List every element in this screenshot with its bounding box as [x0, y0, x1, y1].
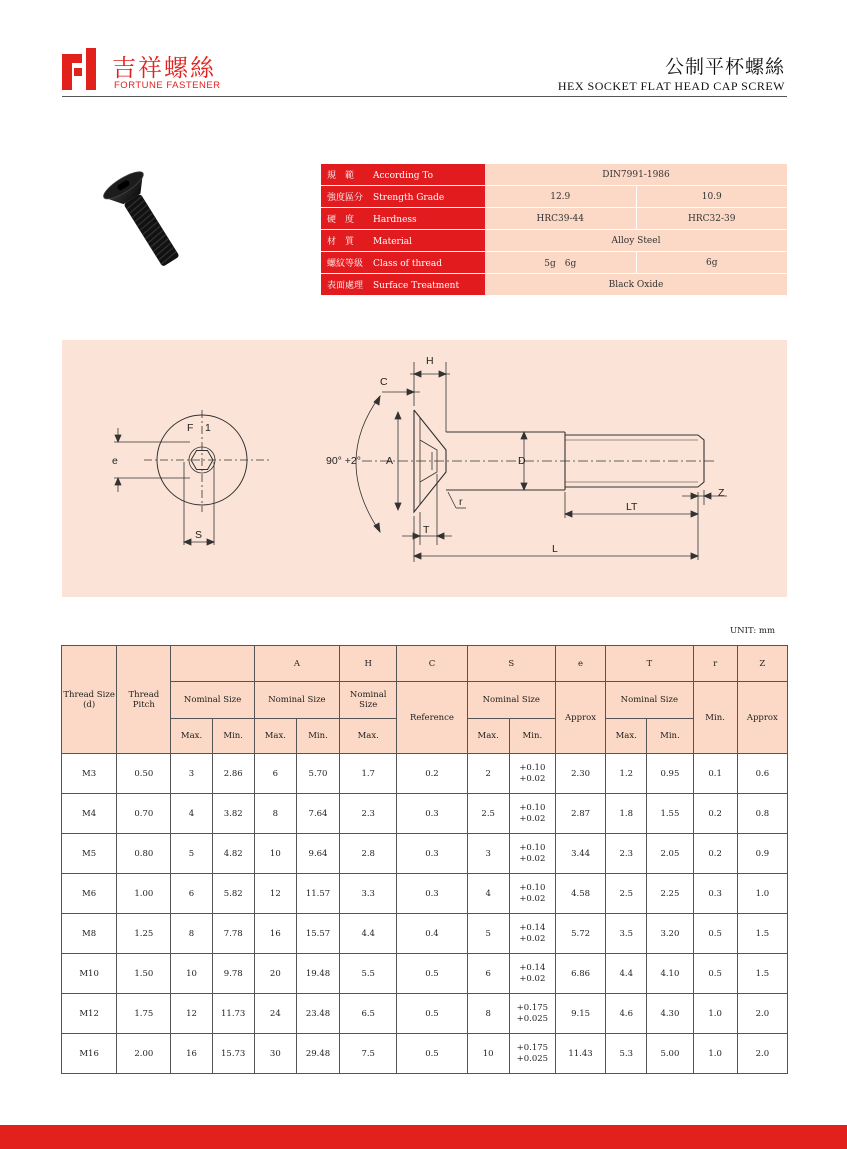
cell-c-ref: 0.3 [397, 794, 467, 834]
header-max: Max. [340, 719, 397, 754]
cell-nom-min: 9.78 [212, 954, 254, 994]
spec-value: 10.9 [636, 186, 787, 208]
tolerance-upper: +0.10 [519, 802, 546, 813]
cell-s-nom: 3 [467, 834, 509, 874]
cell-a-min: 29.48 [296, 1034, 339, 1074]
header-nominal: Nominal Size [467, 682, 555, 719]
spec-row-standard [321, 164, 787, 186]
cell-s-tolerance [509, 1034, 555, 1074]
spec-label-en: According To [373, 171, 434, 181]
cell-size: M10 [62, 954, 117, 994]
cell-t-min: 4.30 [647, 994, 693, 1034]
cell-r-min: 0.2 [693, 834, 737, 874]
tolerance-lower: +0.02 [519, 773, 546, 784]
cell-h-max: 7.5 [340, 1034, 397, 1074]
tolerance-lower: +0.02 [519, 813, 546, 824]
table-row [62, 1034, 788, 1074]
technical-drawing [62, 340, 787, 597]
footer-bar [0, 1125, 847, 1149]
drawing-canvas [62, 340, 787, 597]
spec-table [321, 164, 787, 296]
cell-r-min: 1.0 [693, 1034, 737, 1074]
spec-label-cn: 硬 度 [327, 215, 355, 225]
cell-nom-max: 8 [171, 914, 212, 954]
cell-h-max: 5.5 [340, 954, 397, 994]
tolerance-upper: +0.10 [519, 882, 546, 893]
cell-c-ref: 0.3 [397, 834, 467, 874]
tolerance-upper: +0.175 [516, 1042, 549, 1053]
cell-e: 11.43 [555, 1034, 605, 1074]
spec-value: 12.9 [485, 186, 636, 208]
header-min: Min. [296, 719, 339, 754]
label-L: L [552, 543, 558, 555]
cell-nom-max: 5 [171, 834, 212, 874]
cell-t-min: 5.00 [647, 1034, 693, 1074]
label-H: H [426, 355, 434, 367]
cell-r-min: 1.0 [693, 994, 737, 1034]
label-C: C [380, 376, 388, 388]
cell-a-max: 16 [254, 914, 296, 954]
cell-t-max: 4.6 [606, 994, 647, 1034]
header-divider [62, 96, 787, 97]
cell-t-max: 3.5 [606, 914, 647, 954]
label-F: F [187, 422, 194, 434]
label-LT: LT [626, 501, 638, 513]
spec-row-strength [321, 186, 787, 208]
cell-c-ref: 0.3 [397, 874, 467, 914]
cell-s-nom: 6 [467, 954, 509, 994]
header-min: Min. [509, 719, 555, 754]
cell-s-nom: 10 [467, 1034, 509, 1074]
label-angle: 90° +2° [326, 455, 361, 467]
cell-nom-min: 4.82 [212, 834, 254, 874]
cell-a-min: 7.64 [296, 794, 339, 834]
cell-h-max: 6.5 [340, 994, 397, 1034]
cell-a-max: 10 [254, 834, 296, 874]
cell-pitch: 0.50 [117, 754, 171, 794]
cell-s-tolerance [509, 874, 555, 914]
cell-r-min: 0.3 [693, 874, 737, 914]
cell-t-min: 2.05 [647, 834, 693, 874]
spec-label-cn: 表面處理 [327, 281, 364, 291]
header-T: T [606, 646, 693, 682]
tolerance-upper: +0.175 [516, 1002, 549, 1013]
cell-z: 2.0 [737, 1034, 787, 1074]
header-nominal: Nominal Size [340, 682, 397, 719]
cell-a-min: 15.57 [296, 914, 339, 954]
cell-nom-max: 10 [171, 954, 212, 994]
spec-value: Alloy Steel [485, 230, 787, 252]
cell-pitch: 1.50 [117, 954, 171, 994]
cell-e: 6.86 [555, 954, 605, 994]
cell-c-ref: 0.2 [397, 754, 467, 794]
cell-s-nom: 2 [467, 754, 509, 794]
cell-size: M6 [62, 874, 117, 914]
label-one: 1 [205, 422, 211, 434]
dimension-table [61, 645, 788, 1074]
spec-value: HRC39-44 [485, 208, 636, 230]
tolerance-upper: +0.14 [519, 922, 546, 933]
header-e: e [555, 646, 605, 682]
cell-size: M16 [62, 1034, 117, 1074]
header-max: Max. [171, 719, 212, 754]
cell-t-max: 1.8 [606, 794, 647, 834]
cell-z: 1.5 [737, 954, 787, 994]
table-row [62, 754, 788, 794]
cell-c-ref: 0.5 [397, 954, 467, 994]
label-e: e [112, 455, 118, 467]
header-thread-pitch: Thread Pitch [117, 646, 171, 754]
brand-name-english: FORTUNE FASTENER [114, 80, 221, 91]
label-A: A [386, 455, 394, 467]
cell-nom-max: 3 [171, 754, 212, 794]
spec-label-en: Material [373, 237, 412, 247]
cell-s-nom: 8 [467, 994, 509, 1034]
cell-a-max: 12 [254, 874, 296, 914]
spec-row-surface [321, 274, 787, 296]
tolerance-lower: +0.02 [519, 853, 546, 864]
table-row [62, 874, 788, 914]
cell-a-max: 30 [254, 1034, 296, 1074]
cell-h-max: 2.3 [340, 794, 397, 834]
header-S: S [467, 646, 555, 682]
cell-a-min: 5.70 [296, 754, 339, 794]
cell-pitch: 2.00 [117, 1034, 171, 1074]
cell-a-min: 19.48 [296, 954, 339, 994]
header-C: C [397, 646, 467, 682]
cell-nom-max: 6 [171, 874, 212, 914]
cell-a-min: 11.57 [296, 874, 339, 914]
spec-label-cn: 強度區分 [327, 193, 364, 203]
dimension-table-body [62, 754, 788, 1074]
tolerance-lower: +0.025 [516, 1013, 549, 1024]
header-approx: Approx [555, 682, 605, 754]
cell-h-max: 3.3 [340, 874, 397, 914]
cell-size: M12 [62, 994, 117, 1034]
tolerance-lower: +0.02 [519, 893, 546, 904]
header-r: r [693, 646, 737, 682]
tolerance-lower: +0.025 [516, 1053, 549, 1064]
cell-pitch: 1.75 [117, 994, 171, 1034]
cell-s-tolerance [509, 994, 555, 1034]
cell-size: M3 [62, 754, 117, 794]
header-nominal: Nominal Size [171, 682, 254, 719]
spec-row-hardness [321, 208, 787, 230]
table-row [62, 834, 788, 874]
cell-a-max: 24 [254, 994, 296, 1034]
header-Z: Z [737, 646, 787, 682]
cell-r-min: 0.1 [693, 754, 737, 794]
cell-t-max: 2.3 [606, 834, 647, 874]
table-row [62, 914, 788, 954]
header-blank [171, 646, 254, 682]
tolerance-upper: +0.10 [519, 762, 546, 773]
cell-nom-min: 3.82 [212, 794, 254, 834]
product-title-english: HEX SOCKET FLAT HEAD CAP SCREW [557, 79, 785, 93]
cell-r-min: 0.5 [693, 914, 737, 954]
cell-r-min: 0.2 [693, 794, 737, 834]
header-nominal: Nominal Size [254, 682, 339, 719]
brand-name-chinese: 吉祥螺絲 [112, 54, 216, 82]
header-approx: Approx [737, 682, 787, 754]
header-H: H [340, 646, 397, 682]
cell-e: 2.30 [555, 754, 605, 794]
cell-t-min: 4.10 [647, 954, 693, 994]
table-row [62, 794, 788, 834]
spec-value: DIN7991-1986 [485, 164, 787, 186]
cell-s-tolerance [509, 834, 555, 874]
label-Z: Z [718, 487, 725, 499]
spec-value: 5g 6g [485, 252, 636, 274]
cell-t-min: 2.25 [647, 874, 693, 914]
spec-row-thread-class [321, 252, 787, 274]
tolerance-lower: +0.02 [519, 933, 546, 944]
cell-s-nom: 4 [467, 874, 509, 914]
label-r: r [459, 496, 463, 508]
header-max: Max. [254, 719, 296, 754]
cell-s-nom: 5 [467, 914, 509, 954]
header-row-2 [62, 682, 788, 719]
cell-s-tolerance [509, 754, 555, 794]
cell-t-max: 2.5 [606, 874, 647, 914]
header-reference: Reference [397, 682, 467, 754]
header-thread-size: Thread Size (d) [62, 646, 117, 754]
spec-label-en: Hardness [373, 215, 417, 225]
tolerance-upper: +0.10 [519, 842, 546, 853]
cell-z: 1.5 [737, 914, 787, 954]
unit-label: UNIT: mm [730, 626, 776, 636]
label-S: S [195, 529, 203, 541]
cell-z: 0.6 [737, 754, 787, 794]
table-row [62, 954, 788, 994]
cell-r-min: 0.5 [693, 954, 737, 994]
cell-t-min: 1.55 [647, 794, 693, 834]
spec-row-material [321, 230, 787, 252]
cell-nom-max: 4 [171, 794, 212, 834]
cell-z: 1.0 [737, 874, 787, 914]
table-row [62, 994, 788, 1034]
cell-z: 0.8 [737, 794, 787, 834]
tolerance-upper: +0.14 [519, 962, 546, 973]
spec-value: HRC32-39 [636, 208, 787, 230]
cell-a-min: 23.48 [296, 994, 339, 1034]
spec-label-cn: 規 範 [327, 171, 355, 181]
cell-nom-min: 5.82 [212, 874, 254, 914]
cell-c-ref: 0.5 [397, 1034, 467, 1074]
header-min: Min. [693, 682, 737, 754]
header-max: Max. [467, 719, 509, 754]
cell-size: M4 [62, 794, 117, 834]
cell-a-min: 9.64 [296, 834, 339, 874]
cell-nom-min: 2.86 [212, 754, 254, 794]
spec-label-en: Class of thread [373, 259, 443, 269]
cell-e: 4.58 [555, 874, 605, 914]
screw-photo [72, 150, 212, 280]
cell-t-min: 3.20 [647, 914, 693, 954]
cell-nom-min: 15.73 [212, 1034, 254, 1074]
cell-h-max: 1.7 [340, 754, 397, 794]
cell-h-max: 2.8 [340, 834, 397, 874]
spec-value: Black Oxide [485, 274, 787, 296]
header-min: Min. [212, 719, 254, 754]
cell-a-max: 6 [254, 754, 296, 794]
cell-t-max: 4.4 [606, 954, 647, 994]
cell-nom-min: 7.78 [212, 914, 254, 954]
cell-c-ref: 0.5 [397, 994, 467, 1034]
cell-a-max: 20 [254, 954, 296, 994]
product-title-chinese: 公制平杯螺絲 [664, 56, 785, 78]
cell-a-max: 8 [254, 794, 296, 834]
cell-nom-max: 12 [171, 994, 212, 1034]
cell-z: 2.0 [737, 994, 787, 1034]
cell-pitch: 1.25 [117, 914, 171, 954]
cell-e: 2.87 [555, 794, 605, 834]
side-view [356, 362, 727, 562]
cell-size: M8 [62, 914, 117, 954]
cell-t-max: 5.3 [606, 1034, 647, 1074]
header-A: A [254, 646, 339, 682]
cell-nom-min: 11.73 [212, 994, 254, 1034]
cell-h-max: 4.4 [340, 914, 397, 954]
cell-e: 5.72 [555, 914, 605, 954]
header-max: Max. [606, 719, 647, 754]
cell-z: 0.9 [737, 834, 787, 874]
cell-e: 9.15 [555, 994, 605, 1034]
cell-nom-max: 16 [171, 1034, 212, 1074]
cell-pitch: 1.00 [117, 874, 171, 914]
spec-label-cn: 材 質 [327, 237, 355, 247]
cell-t-max: 1.2 [606, 754, 647, 794]
spec-value: 6g [636, 252, 787, 274]
cell-c-ref: 0.4 [397, 914, 467, 954]
spec-label-cn: 螺紋等級 [327, 259, 364, 269]
tolerance-lower: +0.02 [519, 973, 546, 984]
cell-size: M5 [62, 834, 117, 874]
spec-label-en: Strength Grade [373, 193, 445, 203]
cell-pitch: 0.80 [117, 834, 171, 874]
cell-t-min: 0.95 [647, 754, 693, 794]
header-min: Min. [647, 719, 693, 754]
cell-s-tolerance [509, 954, 555, 994]
label-D: D [518, 455, 526, 467]
fortune-logo-icon [62, 48, 100, 90]
label-T: T [423, 524, 430, 536]
cell-s-tolerance [509, 914, 555, 954]
header-row-1 [62, 646, 788, 682]
spec-label-en: Surface Treatment [373, 281, 460, 291]
header-nominal: Nominal Size [606, 682, 693, 719]
cell-e: 3.44 [555, 834, 605, 874]
cell-pitch: 0.70 [117, 794, 171, 834]
cell-s-nom: 2.5 [467, 794, 509, 834]
cell-s-tolerance [509, 794, 555, 834]
